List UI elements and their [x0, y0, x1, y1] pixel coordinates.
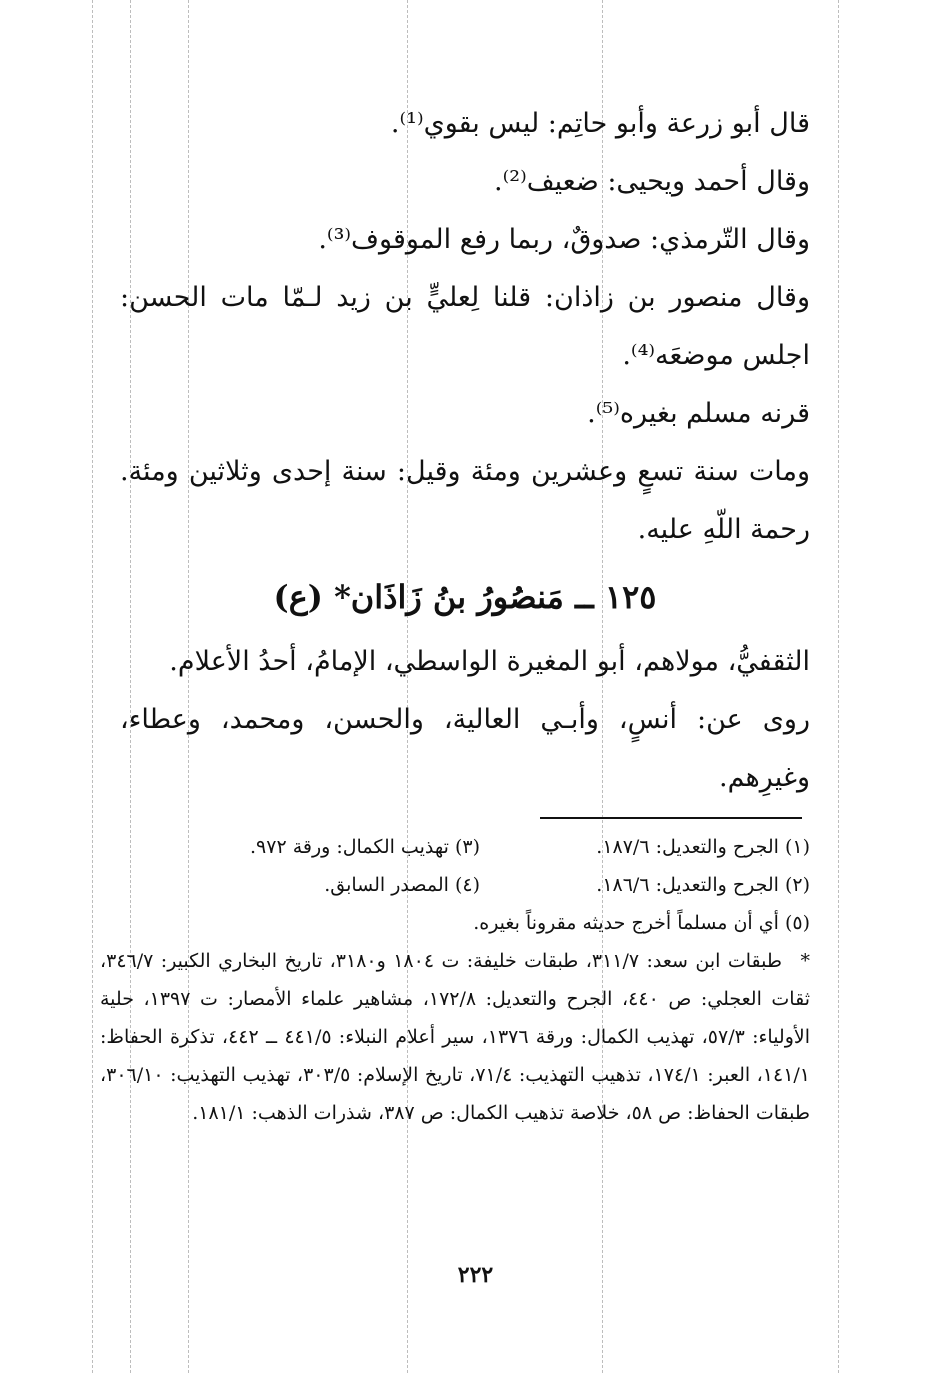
scan-guide-line [92, 0, 93, 1373]
paragraph: وقال التّرمذي: صدوقٌ، ربما رفع الموقوف⁽³⁾. [318, 224, 810, 255]
paragraph: ومات سنة تسعٍ وعشرين ومئة وقيل: سنة إحدى وثلاثين ومئة. رحمة اللّهِ عليه. [120, 456, 810, 545]
footnote-row [100, 828, 810, 866]
footnote-1: (١) الجرح والتعديل: ١٨٧/٦. [596, 836, 810, 858]
footnote-row [100, 866, 810, 904]
footnote-separator [540, 817, 802, 819]
paragraph: الثقفيُّ، مولاهم، أبو المغيرة الواسطي، الإمامُ، أحدُ الأعلام. [169, 646, 810, 677]
page-number: ٢٢٢ [457, 1262, 494, 1288]
footnote-4: (٤) المصدر السابق. [324, 874, 480, 896]
paragraph: وقال أحمد ويحيى: ضعيف⁽²⁾. [494, 166, 810, 197]
paragraph: قال أبو زرعة وأبو حاتِم: ليس بقوي⁽¹⁾. [390, 108, 810, 139]
footnote-3: (٣) تهذيب الكمال: ورقة ٩٧٢. [249, 836, 480, 858]
paragraph: قرنه مسلم بغيره⁽⁵⁾. [587, 398, 810, 429]
sources-text: طبقات ابن سعد: ٣١١/٧، طبقات خليفة: ت ١٨٠٤ و٣١٨٠، تاريخ البخاري الكبير: ٣٤٦/٧، ثقات العجلي: ص ٤٤٠، الجرح والتعديل: ١٧٢/٨، مشاهير علماء الأمصار: ت ١٣٩٧، حلية الأولياء: ٥٧/٣، تهذيب الكمال: ورقة ١٣٧٦، سير أعلام النبلاء: ٤٤١/٥ ــ ٤٤٢، تذكرة الحفاظ: ١٤١/١، العبر: ١٧٤/١، تذهيب التهذيب: ٧١/٤، تاريخ الإسلام: ٣٠٣/٥، تهذيب التهذيب: ٣٠٦/١٠، طبقات الحفاظ: ص ٥٨، خلاصة تذهيب الكمال: ص ٣٨٧، شذرات الذهب: ١٨١/١. [100, 950, 811, 1124]
asterisk-marker: * [800, 950, 810, 972]
main-text [120, 95, 810, 807]
sources-note [100, 942, 810, 1132]
footnote-2: (٢) الجرح والتعديل: ١٨٦/٦. [596, 874, 810, 896]
paragraph: روى عن: أنسٍ، وأبـي العالية، والحسن، ومحمد، وعطاء، وغيرِهم. [120, 704, 810, 793]
paragraph: وقال منصور بن زاذان: قلنا لِعليٍّ بن زيد لـمّا مات الحسن: اجلس موضعَه⁽⁴⁾. [120, 282, 810, 371]
scan-guide-line [838, 0, 839, 1373]
footnotes [100, 828, 810, 1132]
footnote-5: (٥) أي أن مسلماً أخرج حديثه مقروناً بغيره. [473, 912, 810, 934]
entry-heading: ١٢٥ ــ مَنصُورُ بنُ زَاذَان* (ع) [273, 578, 657, 616]
